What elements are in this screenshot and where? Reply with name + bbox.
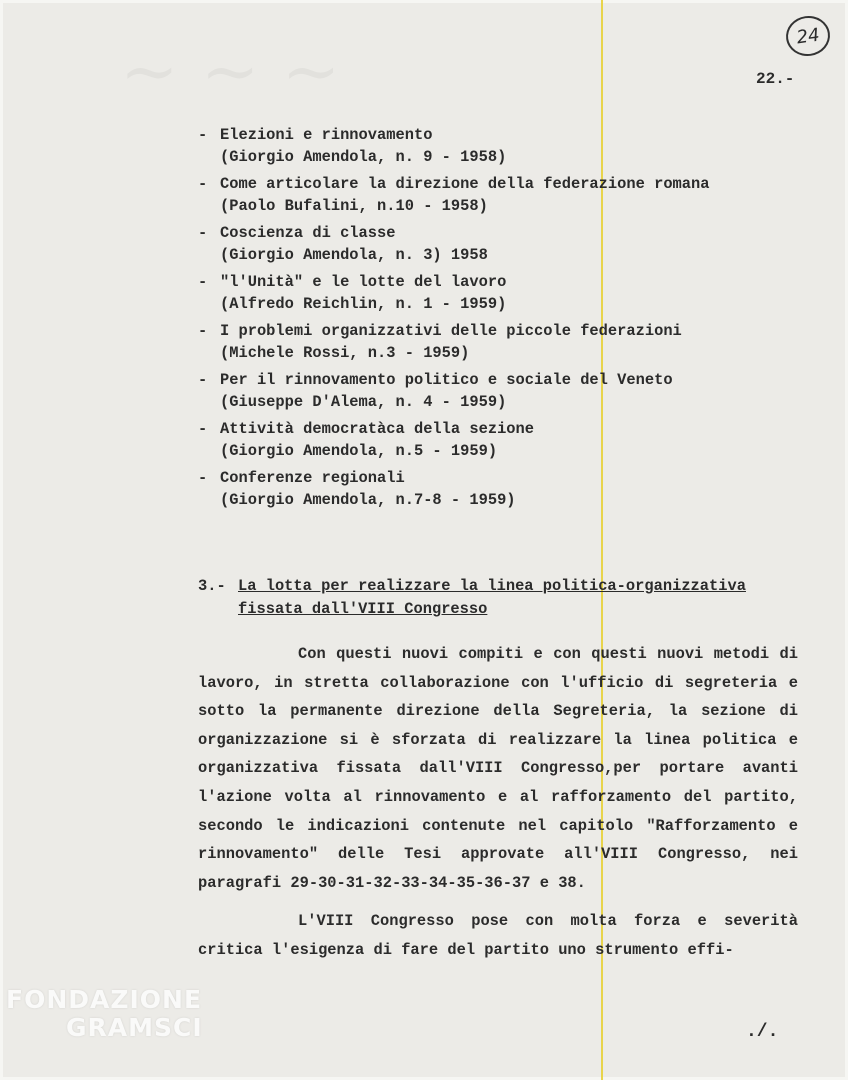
- list-item: [198, 369, 798, 413]
- entry-title: Come articolare la direzione della federazione romana: [220, 175, 710, 193]
- section-number: 3.-: [198, 577, 226, 595]
- body-text: [198, 640, 798, 965]
- entry-source: (Alfredo Reichlin, n. 1 - 1959): [220, 295, 507, 313]
- article-list: [198, 124, 798, 516]
- section-title-line1: La lotta per realizzare la linea politica-organizzativa: [238, 577, 746, 595]
- list-dash: -: [198, 322, 208, 340]
- entry-title: Conferenze regionali: [220, 469, 405, 487]
- page-number: 22.-: [756, 70, 795, 88]
- entry-title: "l'Unità" e le lotte del lavoro: [220, 273, 507, 291]
- paragraph: Con questi nuovi compiti e con questi nuovi metodi di lavoro, in stretta collaborazione con l'ufficio di segreteria e sotto la permanente direzione della Segreteria, la sezione di organizzazione si è sforzata di realizzare la linea politica e organizzativa fissata dall'VIII Congresso,per portare avanti l'azione volta al rinnovamento e al rafforzamento del partito, secondo le indicazioni contenute nel capitolo "Rafforzamento e rinnovamento" delle Tesi approvate all'VIII Congresso, nei paragrafi 29-30-31-32-33-34-35-36-37 e 38.: [198, 645, 798, 892]
- list-dash: -: [198, 469, 208, 487]
- entry-source: (Paolo Bufalini, n.10 - 1958): [220, 197, 488, 215]
- entry-source: (Giorgio Amendola, n.5 - 1959): [220, 442, 498, 460]
- paragraph: L'VIII Congresso pose con molta forza e severità critica l'esigenza di fare del partito uno strumento effi-: [198, 912, 798, 959]
- list-dash: -: [198, 420, 208, 438]
- entry-title: Coscienza di classe: [220, 224, 396, 242]
- list-item: [198, 124, 798, 168]
- list-item: [198, 418, 798, 462]
- list-item: [198, 467, 798, 511]
- entry-title: I problemi organizzativi delle piccole federazioni: [220, 322, 682, 340]
- entry-source: (Giorgio Amendola, n.7-8 - 1959): [220, 491, 516, 509]
- faded-letterhead-ghost: ~ ~ ~: [120, 30, 341, 112]
- list-item: [198, 271, 798, 315]
- archive-sheet-number: 24: [783, 13, 832, 59]
- list-item: [198, 173, 798, 217]
- list-dash: -: [198, 273, 208, 291]
- list-dash: -: [198, 371, 208, 389]
- entry-source: (Giorgio Amendola, n. 9 - 1958): [220, 148, 507, 166]
- list-item: [198, 222, 798, 266]
- entry-title: Attività democratàca della sezione: [220, 420, 535, 438]
- list-dash: -: [198, 126, 208, 144]
- section-heading: [198, 575, 798, 621]
- fondazione-gramsci-watermark: FONDAZIONE GRAMSCI: [6, 985, 203, 1042]
- list-item: [198, 320, 798, 364]
- entry-title: Elezioni e rinnovamento: [220, 126, 433, 144]
- entry-title: Per il rinnovamento politico e sociale del Veneto: [220, 371, 673, 389]
- list-dash: -: [198, 224, 208, 242]
- section-title-line2: fissata dall'VIII Congresso: [238, 600, 488, 618]
- list-dash: -: [198, 175, 208, 193]
- entry-source: (Giorgio Amendola, n. 3) 1958: [220, 246, 488, 264]
- continuation-mark: ./.: [746, 1022, 779, 1042]
- entry-source: (Giuseppe D'Alema, n. 4 - 1959): [220, 393, 507, 411]
- entry-source: (Michele Rossi, n.3 - 1959): [220, 344, 470, 362]
